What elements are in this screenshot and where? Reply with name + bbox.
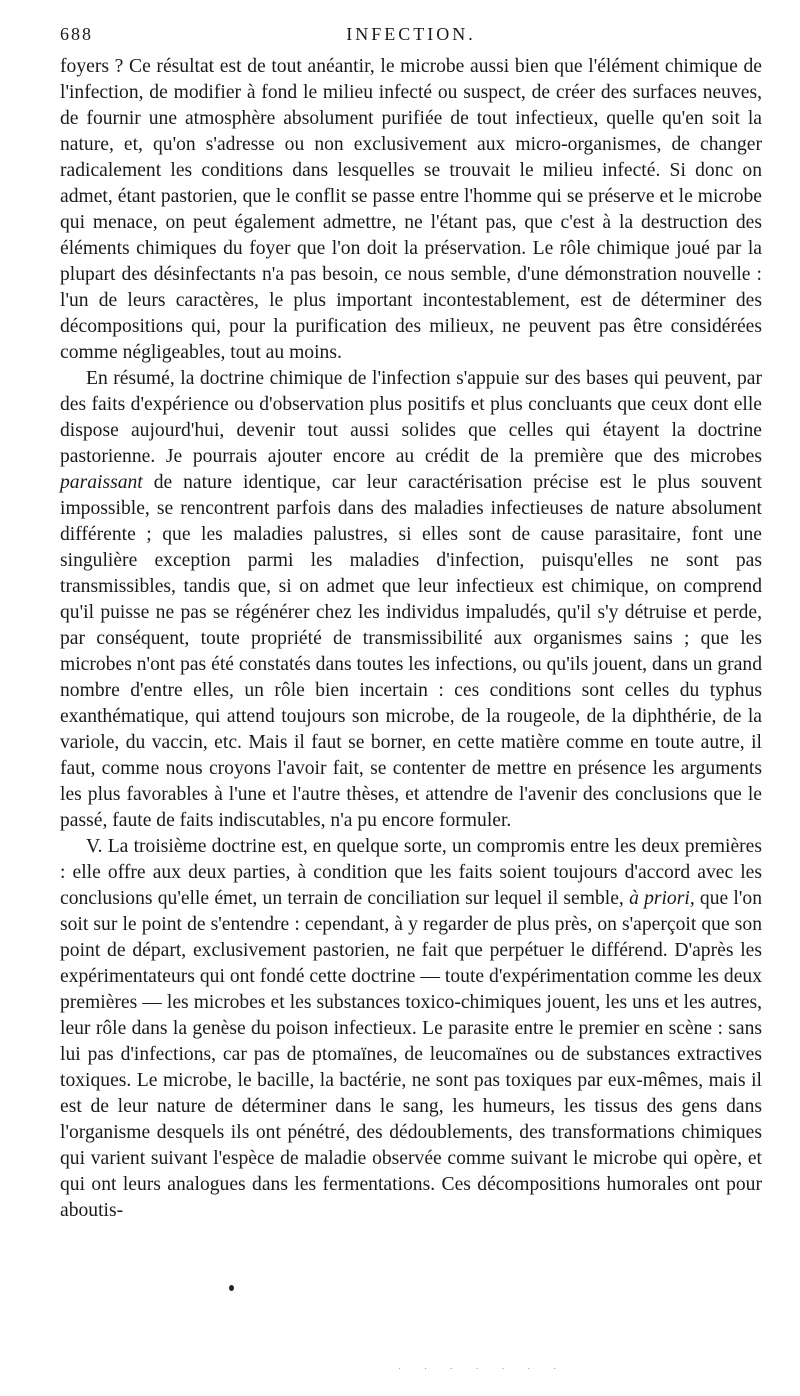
paragraph-3-text-a: V. La troisième doctrine est, en quelque sorte, un compromis entre les deux premières : elle offre aux deux parties, à condition que les faits soient toujours d'accord avec les conclusions qu'elle émet, un terrain de conciliation sur lequel il semble, (60, 836, 762, 909)
paragraph-2-text-a: En résumé, la doctrine chimique de l'infection s'appuie sur des bases qui peuvent, par des faits d'expérience ou d'observation plus positifs et plus concluants que ceux dont elle dispose aujourd'hui, devenir tout aussi solides que celles qui étayent la doctrine pastorienne. Je pourrais ajouter encore au crédit de la première que des microbes (60, 368, 762, 467)
paragraph-3 (60, 834, 762, 1224)
ink-dot (229, 1285, 234, 1291)
page-number: 688 (60, 24, 93, 44)
paragraph-2 (60, 366, 762, 834)
paragraph-3-emphasis: à priori (629, 888, 690, 909)
scan-specks: · · · · · · · (398, 1364, 567, 1375)
paragraph-2-emphasis: paraissant (60, 472, 143, 493)
paragraph-2-text-b: de nature identique, car leur caractérisation précise est le plus souvent impossible, se rencontrent parfois dans des maladies infectieuses de nature absolument différente ; que les maladies palustres, si elles sont de cause parasitaire, font une singulière exception parmi les maladies d'infection, puisqu'elles ne sont pas transmissibles, tandis que, si on admet que leur infectieux est chimique, on comprend qu'il puisse ne pas se régénérer chez les individus impaludés, qu'il s'y détruise et perde, par conséquent, toute propriété de transmissibilité aux organismes sains ; que les microbes n'ont pas été constatés dans toutes les infections, ou qu'ils jouent, dans un grand nombre d'entre elles, un rôle bien incertain : ces conditions sont celles du typhus exanthématique, qui attend toujours son microbe, de la rougeole, de la diphthérie, de la variole, du vaccin, etc. Mais il faut se borner, en cette matière comme en toute autre, il faut, comme nous croyons l'avoir fait, se contenter de mettre en présence les arguments les plus favorables à l'une et l'autre thèses, et attendre de l'avenir des conclusions que le passé, faute de faits indiscutables, n'a pu encore formuler. (60, 472, 762, 831)
paragraph-3-text-b: , que l'on soit sur le point de s'entendre : cependant, à y regarder de plus près, on s'aperçoit que son point de départ, exclusivement pastorien, ne fait que perpétuer le différend. D'après les expérimentateurs qui ont fondé cette doctrine — toute d'expérimentation comme les deux premières — les microbes et les substances toxico-chimiques jouent, les uns et les autres, leur rôle dans la genèse du poison infectieux. Le parasite entre le premier en scène : sans lui pas d'infections, car pas de ptomaïnes, de leucomaïnes ou de substances extractives toxiques. Le microbe, le bacille, la bactérie, ne sont pas toxiques par eux-mêmes, mais il est de leur nature de déterminer dans le sang, les humeurs, les tissus des gens dans l'organisme desquels ils ont pénétré, des dédoublements, des transformations chimiques qui varient suivant l'espèce de maladie observée comme suivant le microbe qui opère, et qui ont leurs analogues dans les fermentations. Ces décompositions humorales ont pour aboutis- (60, 888, 762, 1221)
paragraph-1: foyers ? Ce résultat est de tout anéantir, le microbe aussi bien que l'élément chimique de l'infection, de modifier à fond le milieu infecté ou suspect, de créer des surfaces neuves, de fournir une atmosphère absolument purifiée de tout infectieux, quelle qu'en soit la nature, et, qu'on s'adresse ou non exclusivement aux micro-organismes, de changer radicalement les conditions dans lesquelles se trouvait le milieu infecté. Si donc on admet, étant pastorien, que le conflit se passe entre l'homme qui se préserve et le microbe qui menace, on peut également admettre, ne l'étant pas, que c'est à la destruction des éléments chimiques du foyer que l'on doit la préservation. Le rôle chimique joué par la plupart des désinfectants n'a pas besoin, ce nous semble, d'une démonstration nouvelle : l'un de leurs caractères, le plus important incontestablement, est de déterminer des décompositions qui, pour la purification des milieux, ne peuvent pas être considérées comme négligeables, tout au moins. (60, 56, 762, 363)
running-head: INFECTION. (346, 24, 476, 44)
body-text (60, 54, 762, 1224)
page-header (60, 24, 762, 48)
